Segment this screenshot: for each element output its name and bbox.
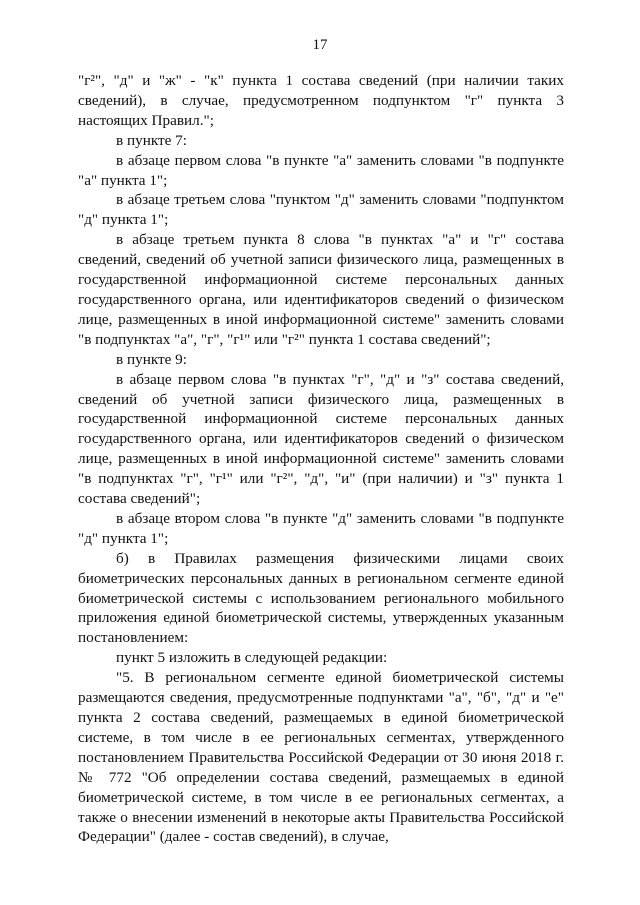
paragraph: в пункте 7: <box>116 131 187 149</box>
paragraph: "г²", "д" и "ж" - "к" пункта 1 состава сведений (при наличии таких сведений), в случае, предусмотренном подпунктом "г" пункта 3 настоящих Правил."; <box>78 72 564 129</box>
paragraph: "5. В региональном сегменте единой биометрической системы размещаются сведения, предусмотренные подпунктами "а", "б", "д" и "е" пункта 2 состава сведений, размещаемых в единой биометрической системе, в том числе в ее региональных сегментах, утвержденного постановлением Правительства Российской Федерации от 30 июня 2018 г. № 772 "Об определении состава сведений, размещаемых в единой биометрической системе, в том числе в ее региональных сегментах, а также о внесении изменений в некоторые акты Правительства Российской Федерации" (далее - состав сведений), в случае, <box>78 669 564 846</box>
paragraph: б) в Правилах размещения физическими лицами своих биометрических персональных данных в региональном сегменте единой биометрической системы с использованием регионального мобильного приложения единой биометрической системы, утвержденных указанным постановлением: <box>78 549 564 647</box>
paragraph: в пункте 9: <box>116 350 187 368</box>
paragraph: в абзаце третьем слова "пунктом "д" заменить словами "подпунктом "д" пункта 1"; <box>78 191 564 229</box>
paragraph: в абзаце первом слова "в пункте "а" заменить словами "в подпункте "а" пункта 1"; <box>78 151 564 189</box>
paragraph: в абзаце втором слова "в пункте "д" заменить словами "в подпункте "д" пункта 1"; <box>78 509 564 547</box>
document-body <box>78 71 564 847</box>
paragraph: пункт 5 изложить в следующей редакции: <box>116 649 388 667</box>
page-number: 17 <box>312 37 328 53</box>
paragraph: в абзаце третьем пункта 8 слова "в пунктах "а" и "г" состава сведений, сведений об учетной записи физического лица, размещенных в государственной информационной системе персональных данных государственного органа, или идентификаторов сведений о физическом лице, размещенных в иной информационной системе" заменить словами "в подпунктах "а", "г", "г¹" или "г²" пункта 1 состава сведений"; <box>78 231 564 348</box>
paragraph: в абзаце первом слова "в пунктах "г", "д" и "з" состава сведений, сведений об учетной записи физического лица, размещенных в государственной информационной системе персональных данных государственного органа, или идентификаторов сведений о физическом лице, размещенных в иной информационной системе" заменить словами "в подпунктах "г", "г¹" или "г²", "д", "и" (при наличии) и "з" пункта 1 состава сведений"; <box>78 370 564 508</box>
